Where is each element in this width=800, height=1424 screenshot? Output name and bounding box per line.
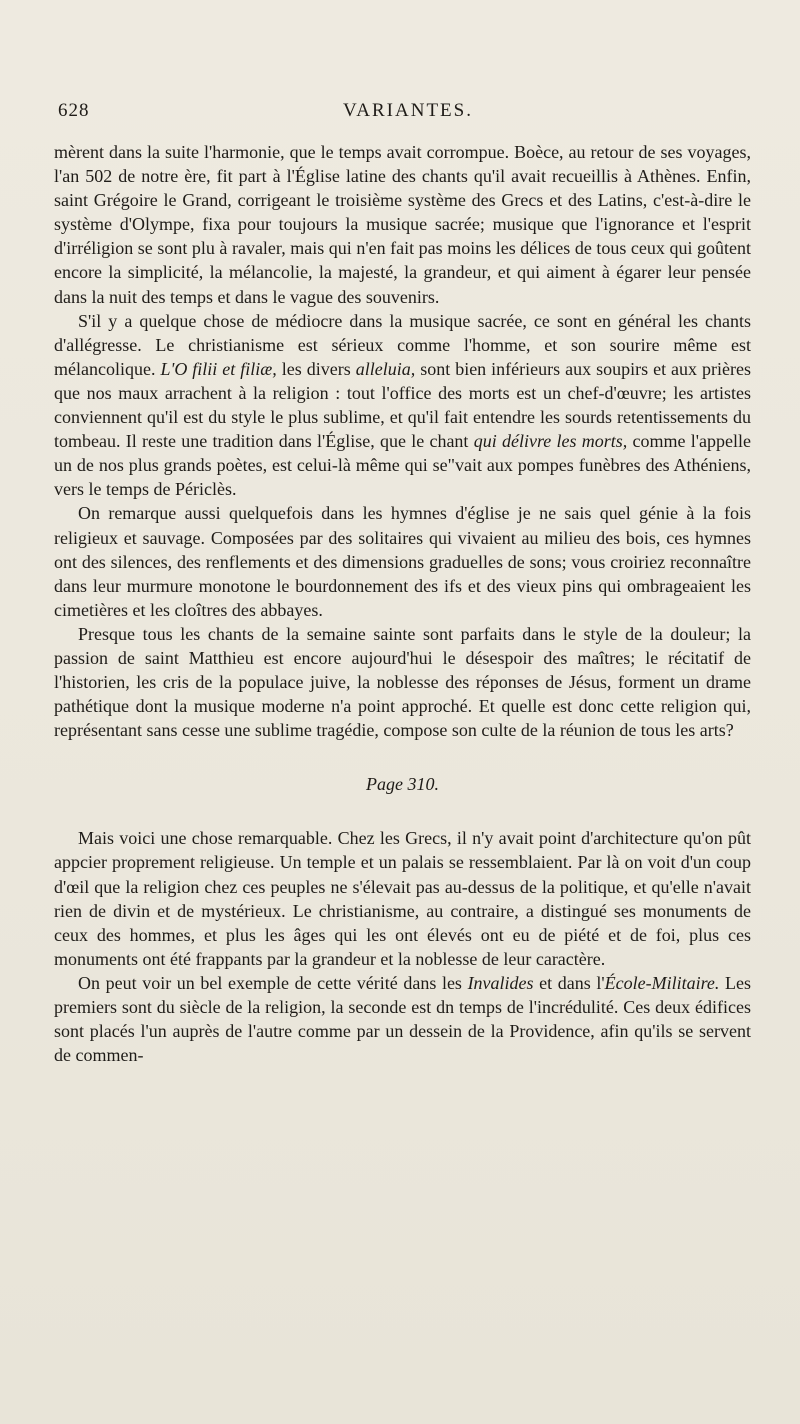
italic-text: L'O filii et filiæ, (160, 358, 277, 379)
italic-text: alleluia, (355, 358, 416, 379)
text-run: comme l'appelle un de nos plus grands poètes, est celui-là même qui se"vait aux pompes funèbres des Athéniens, vers le temps de Périclès. (54, 431, 752, 500)
italic-text: École-Militaire. (604, 972, 720, 993)
section-heading: Page 310. (366, 774, 439, 795)
running-head (58, 100, 758, 128)
paragraph (54, 309, 751, 502)
text-run: On peut voir un bel exemple de cette vérité dans les (78, 972, 468, 993)
text-run: Les premiers sont du siècle de la religion, la seconde est dn temps de l'incrédulité. Ces deux édifices sont placés l'un auprès de l'autre comme par un dessein de la Providence, afin qu'ils se servent de commen- (54, 972, 752, 1066)
paragraph: Presque tous les chants de la semaine sainte sont parfaits dans le style de la douleur; la passion de saint Matthieu est encore aujourd'hui le désespoir des maîtres; le récitatif de l'historien, les cris de la populace juive, la noblesse des réponses de Jésus, forment un drame pathétique dont la musique moderne n'a point approché. Et quelle est donc cette religion qui, représentant sans cesse une sublime tragédie, compose son culte de la réunion de tous les arts? (54, 623, 751, 741)
running-head-title: VARIANTES. (343, 100, 473, 121)
italic-text: qui délivre les morts, (473, 431, 628, 452)
paragraph: mèrent dans la suite l'harmonie, que le temps avait corrompue. Boèce, au retour de ses voyages, l'an 502 de notre ère, fit part à l'Église latine des chants qu'il avait recueillis à Athènes. Enfin, saint Grégoire le Grand, corrigeant le troisième système des Grecs et des Latins, c'est-à-dire le système d'Olympe, fixa pour toujours la musique sacrée; musique que l'ignorance et l'esprit d'irréligion se sont plu à ravaler, mais qui n'en fait pas moins les délices de tous ceux qui goûtent encore la simplicité, la mélancolie, la majesté, la grandeur, et qui aiment à égarer leur pensée dans la nuit des temps et dans le vague des souvenirs. (54, 142, 751, 307)
italic-text: Invalides (467, 972, 534, 993)
paragraph: Mais voici une chose remarquable. Chez les Grecs, il n'y avait point d'architecture qu'on pût appcier proprement religieuse. Un temple et un palais se ressemblaient. Par là on voit d'un coup d'œil que la religion chez ces peuples ne s'élevait pas au-dessus de la politique, et qu'elle n'avait rien de divin et de mystérieux. Le christianisme, au contraire, a distingué ses monuments de ceux des hommes, et plus les âges qui les ont élevés ont eu de piété et de foi, plus ces monuments ont été frappants par la grandeur et la noblesse de leur caractère. (54, 828, 751, 969)
paragraph (54, 971, 751, 1067)
text-run: les divers (276, 358, 356, 379)
paragraph: On remarque aussi quelquefois dans les hymnes d'église je ne sais quel génie à la fois religieux et sauvage. Composées par des solitaires qui vivaient au milieu des bois, ces hymnes ont des silences, des renflements et des dimensions graduelles de sons; vous croiriez reconnaître dans leur murmure monotone le bourdonnement des ifs et des vieux pins qui ombrageaient les cimetières et les cloîtres des abbayes. (54, 503, 751, 620)
text-run: S'il y a quelque chose de médiocre dans la musique sacrée, ce sont en général les chants d'allégresse. Le christianisme est sérieux comme l'homme, et son sourire même est mélancolique. (54, 310, 751, 379)
body-text (54, 140, 751, 1067)
page-number: 628 (58, 100, 90, 121)
text-run: sont bien inférieurs aux soupirs et aux prières que nos maux arrachent à la religion : tout l'office des morts est un chef-d'œuvre; les artistes conviennent qu'il est du style le plus sublime, et qu'il fait entendre les sourds retentissements du tombeau. Il reste une tradition dans l'Église, que le chant (54, 358, 751, 452)
text-run: et dans l' (533, 972, 605, 993)
